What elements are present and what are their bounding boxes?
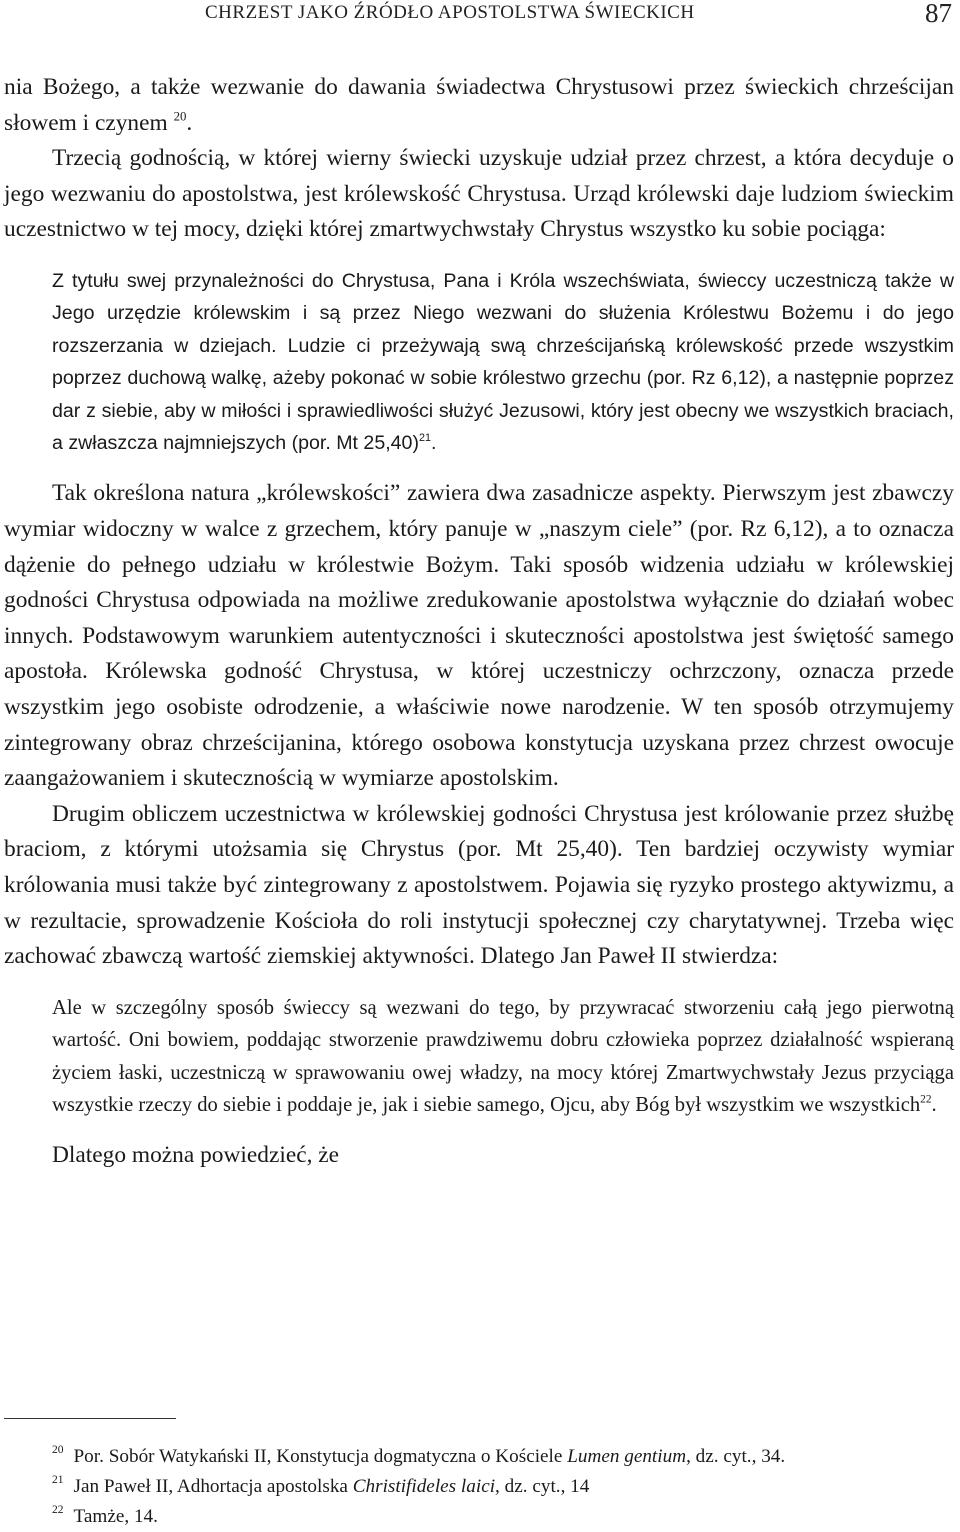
page-header <box>0 0 960 40</box>
body-text <box>4 70 954 1174</box>
paragraph-2: Trzecią godnością, w której wierny świecki uzyskuje udział przez chrzest, a która decyduje o jego wezwaniu do apostolstwa, jest królewskość Chrystusa. Urząd królewski daje ludziom świeckim uczestnictwo w tej mocy, dzięki której zmartwychwstały Chrystus wszystko ku sobie pociąga: <box>4 145 954 243</box>
running-title: CHRZEST JAKO ŹRÓDŁO APOSTOLSTWA ŚWIECKICH <box>205 2 695 23</box>
paragraph-4: Drugim obliczem uczestnictwa w królewskiej godności Chrystusa jest królowanie przez służbę braciom, z którymi utożsamia się Chrystus (por. Mt 25,40). Ten bardziej oczywisty wymiar królowania musi także być zintegrowany z apostolstwem. Pojawia się ryzyko prostego aktywizmu, a w rezultacie, sprowadzenie Kościoła do roli instytucji społecznej czy charytatywnej. Trzeba więc zachować zbawczą wartość ziemskiej aktywności. Dlatego Jan Paweł II stwierdza: <box>4 800 954 970</box>
footnote-21: $^{21}$ Jan Paweł II, Adhortacja apostolska Christifideles laici, dz. cyt., 14 <box>52 1474 590 1497</box>
block-quote-1: Z tytułu swej przynależności do Chrystusa, Pana i Króla wszechświata, świeccy uczestniczą także w Jego urzędzie królewskim i są przez Niego wezwani do służenia Królestwu Bożemu i do jego rozszerzania w dziejach. Ludzie ci przeżywają swą chrześcijańską królewskość przede wszystkim poprzez duchową walkę, ażeby pokonać w sobie królestwo grzechu (por. Rz 6,12), a następnie poprzez dar z siebie, aby w miłości i sprawiedliwości służyć Jezusowi, który jest obecny we wszystkich braciach, a zwłaszcza najmniejszych (por. Mt 25,40)$^{21}$. <box>52 269 954 454</box>
footnote-22: $^{22}$ Tamże, 14. <box>52 1504 158 1527</box>
paragraph-3: Tak określona natura „królewskości” zawiera dwa zasadnicze aspekty. Pierwszym jest zbawczy wymiar widoczny w walce z grzechem, który panuje w „naszym ciele” (por. Rz 6,12), a to oznacza dążenie do pełnego udziału w królestwie Bożym. Taki sposób widzenia udziału w królewskiej godności Chrystusa odpowiada na możliwe zredukowanie apostolstwa wyłącznie do działań wobec innych. Podstawowym warunkiem autentyczności i skuteczności apostolstwa jest świętość samego apostoła. Królewska godność Chrystusa, w której uczestniczy ochrzczony, oznacza przede wszystkim jego osobiste odrodzenie, a właściwie nowe narodzenie. W ten sposób otrzymujemy zintegrowany obraz chrześcijanina, którego osobowa konstytucja uzyskana przez chrzest owocuje zaangażowaniem i skutecznością w wymiarze apostolskim. <box>4 480 954 792</box>
block-quote-2: Ale w szczególny sposób świeccy są wezwani do tego, by przywracać stworzeniu całą jego pierwotną wartość. Oni bowiem, poddając stworzenie prawdziwemu dobru człowieka poprzez działalność wspieraną życiem łaski, uczestniczą w sprawowaniu owej władzy, na mocy której Zmartwychwstały Jezus przyciąga wszystkie rzeczy do siebie i poddaje je, jak i siebie samego, Ojcu, aby Bóg był wszystkim we wszystkich$^{22}$. <box>52 996 954 1116</box>
paragraph-1: nia Bożego, a także wezwanie do dawania świadectwa Chrystusowi przez świeckich chrześcijan słowem i czynem $^{20}$. <box>4 74 954 136</box>
page-number: 87 <box>925 0 952 28</box>
footnote-20: $^{20}$ Por. Sobór Watykański II, Konstytucja dogmatyczna o Kościele Lumen gentium, dz. cyt., 34. <box>52 1444 786 1467</box>
footnotes <box>52 1442 954 1532</box>
paragraph-5: Dlatego można powiedzieć, że <box>52 1142 340 1169</box>
footnote-ref-21[interactable]: 21 <box>418 431 431 444</box>
footnote-ref-22[interactable]: 22 <box>920 1093 932 1106</box>
footnote-divider <box>4 1418 176 1419</box>
footnote-ref-20[interactable]: 20 <box>173 108 187 123</box>
